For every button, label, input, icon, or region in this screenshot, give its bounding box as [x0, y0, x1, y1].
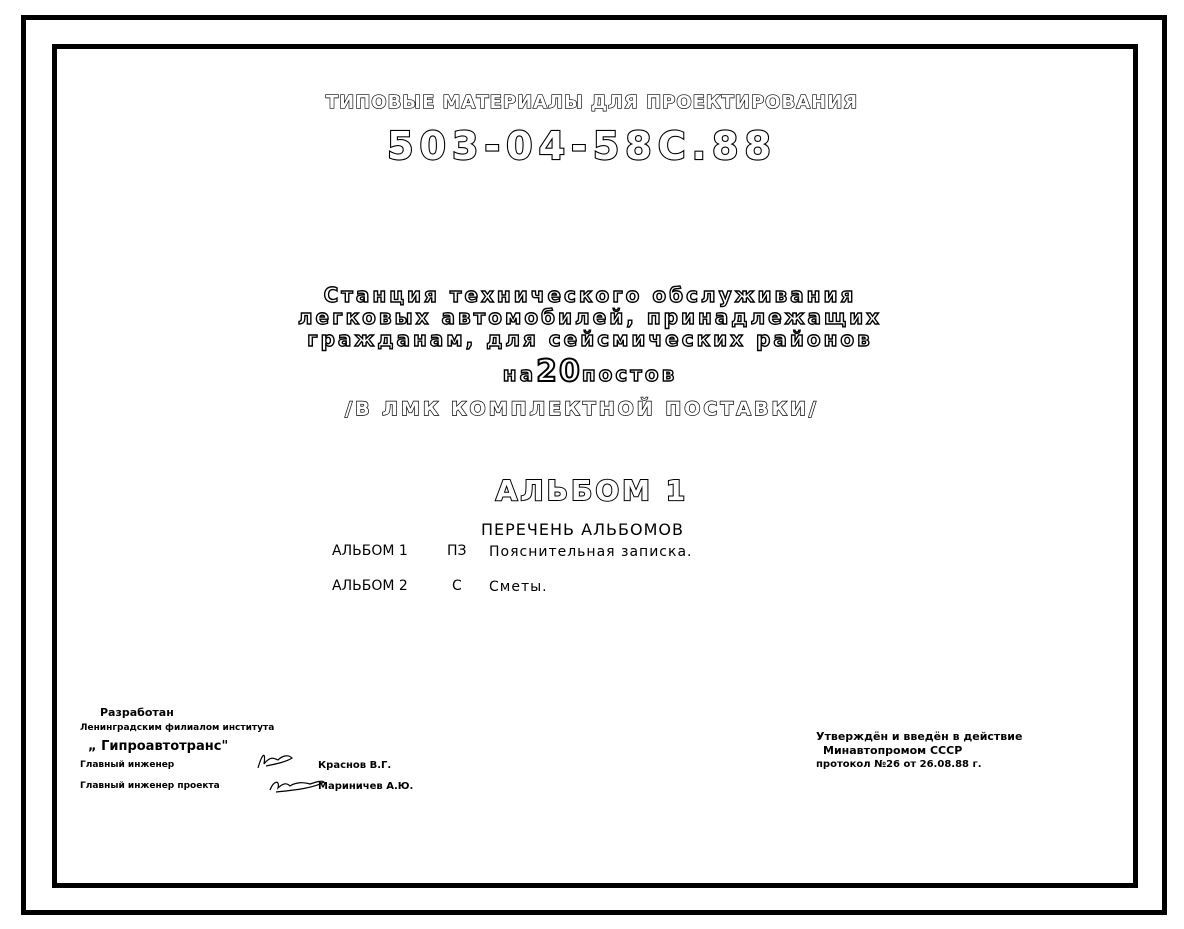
document-code: 503-04-58С.88: [387, 124, 777, 168]
album-list-heading: ПЕРЕЧЕНЬ АЛЬБОМОВ: [481, 520, 684, 539]
developer-org: Ленинградским филиалом института: [80, 723, 275, 733]
album-list-row-1-code: ПЗ: [447, 543, 467, 559]
album-list-row-2-name: Сметы.: [489, 579, 548, 595]
approval-line-3: протокол №26 от 26.08.88 г.: [816, 759, 982, 770]
title-line-3: гражданам, для сейсмических районов: [307, 327, 873, 351]
album-title: АЛЬБОМ 1: [495, 474, 689, 507]
project-engineer-signature: [266, 776, 326, 796]
title-line-1: Станция технического обслуживания: [323, 283, 857, 307]
approval-line-1: Утверждён и введён в действие: [816, 730, 1023, 743]
posts-prefix: на: [502, 362, 537, 386]
project-title: [250, 284, 930, 389]
project-engineer-name: Мариничев А.Ю.: [318, 781, 414, 792]
chief-engineer-title: Главный инженер: [80, 760, 175, 770]
chief-engineer-signature: [252, 748, 298, 774]
album-list-row-2-code: С: [452, 578, 462, 594]
approval-line-2: Минавтопромом СССР: [823, 744, 963, 757]
chief-engineer-name: Краснов В.Г.: [318, 760, 392, 771]
delivery-subtitle: /В ЛМК КОМПЛЕКТНОЙ ПОСТАВКИ/: [345, 398, 819, 420]
album-list-row-2-album: АЛЬБОМ 2: [332, 578, 408, 594]
posts-suffix: постов: [581, 362, 678, 386]
title-line-2: легковых автомобилей, принадлежащих: [297, 305, 883, 329]
posts-number: 20: [536, 354, 582, 389]
project-engineer-title: Главный инженер проекта: [80, 781, 220, 791]
developer-label: Разработан: [100, 706, 174, 719]
album-list-row-1-name: Пояснительная записка.: [489, 544, 693, 560]
title-posts: [250, 354, 930, 389]
series-title: ТИПОВЫЕ МАТЕРИАЛЫ ДЛЯ ПРОЕКТИРОВАНИЯ: [325, 92, 859, 113]
album-list-row-1-album: АЛЬБОМ 1: [332, 543, 408, 559]
developer-institute: „ Гипроавтотранс": [88, 739, 229, 754]
